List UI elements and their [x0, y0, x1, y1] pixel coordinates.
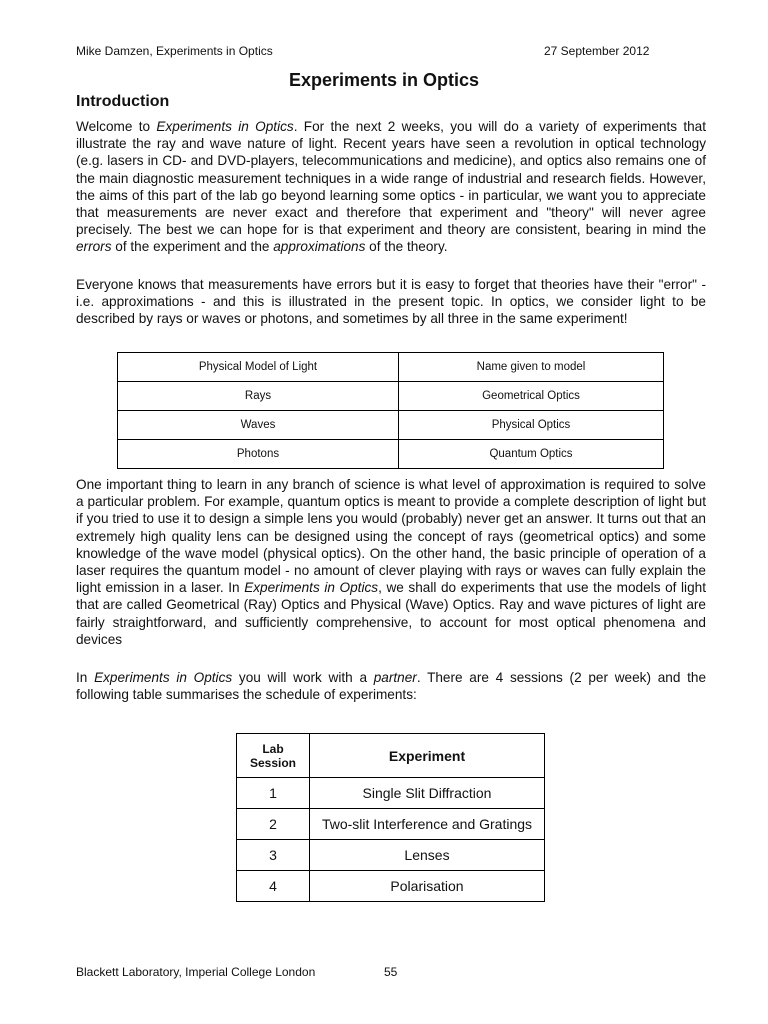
header-author: Mike Damzen, Experiments in Optics: [76, 44, 273, 58]
table-header-row: [118, 353, 664, 382]
section-heading: Introduction: [76, 93, 170, 110]
intro-paragraph-4: In Experiments in Optics you will work with a partner. There are 4 sessions (2 per week) and the following table summarises the schedule of experiments:: [76, 670, 707, 703]
intro-paragraph-3: One important thing to learn in any branch of science is what level of approximation is required to solve a particular problem. For example, quantum optics is meant to provide a complete description of light but if you tried to use it to design a simple lens you would (probably) never get an answer. It turns out that an extremely high quality lens can be designed using the concept of rays (geometrical optics) and some knowledge of the wave model (physical optics). On the other hand, the basic principle of operation of a laser requires the quantum model - no amount of clever playing with rays or waves can fully explain the light emission in a laser. In Experiments in Optics, we shall do experiments that use the models of light that are called Geometrical (Ray) Optics and Physical (Wave) Optics. Ray and wave pictures of light are fairly straightforward, and sufficiently comprehensive, to account for most optical phenomena and devices: [76, 477, 706, 647]
header-date: 27 September 2012: [544, 44, 650, 58]
page-number: 55: [384, 965, 398, 979]
table-cell: Quantum Optics: [399, 440, 664, 469]
intro-paragraph-1: Welcome to Experiments in Optics. For the next 2 weeks, you will do a variety of experiments that illustrate the ray and wave nature of light. Recent years have seen a revolution in optical technology (e.g. lasers in CD- and DVD-players, telecommunications and medicine), and optics also remains one of the main diagnostic measurement techniques in a wide range of industrial and research fields. However, the aims of this part of the lab go beyond learning some optics - in particular, we want you to appreciate that measurements are never exact and therefore that experiment and "theory" will never agree precisely. The best we can hope for is that experiment and theory are consistent, bearing in mind the errors of the experiment and the approximations of the theory.: [76, 119, 707, 255]
table-cell: Waves: [118, 411, 399, 440]
table-row: [237, 871, 545, 902]
table-row: [237, 778, 545, 809]
table-row: [118, 440, 664, 469]
table-cell: Geometrical Optics: [399, 382, 664, 411]
light-models-table: [117, 352, 664, 469]
lab-session-header: Lab Session: [237, 734, 310, 778]
table-cell: Photons: [118, 440, 399, 469]
session-number: 1: [237, 778, 310, 809]
table-header-cell: Physical Model of Light: [118, 353, 399, 382]
table-row: [118, 382, 664, 411]
footer-institution: Blackett Laboratory, Imperial College London: [76, 965, 316, 979]
table-header-row: [237, 734, 545, 778]
table-cell: Rays: [118, 382, 399, 411]
intro-paragraph-2: Everyone knows that measurements have errors but it is easy to forget that theories have their "error" - i.e. approximations - and this is illustrated in the present topic. In optics, we consider light to be described by rays or waves or photons, and sometimes by all three in the same experiment!: [76, 277, 706, 327]
session-number: 2: [237, 809, 310, 840]
table-row: [118, 411, 664, 440]
experiment-name: Polarisation: [310, 871, 545, 902]
session-number: 3: [237, 840, 310, 871]
experiment-name: Two-slit Interference and Gratings: [310, 809, 545, 840]
experiment-name: Single Slit Diffraction: [310, 778, 545, 809]
table-cell: Physical Optics: [399, 411, 664, 440]
page-title: Experiments in Optics: [288, 70, 480, 90]
experiment-header: Experiment: [310, 734, 545, 778]
table-header-cell: Name given to model: [399, 353, 664, 382]
experiment-name: Lenses: [310, 840, 545, 871]
table-row: [237, 809, 545, 840]
session-number: 4: [237, 871, 310, 902]
table-row: [237, 840, 545, 871]
schedule-table: [236, 733, 545, 902]
